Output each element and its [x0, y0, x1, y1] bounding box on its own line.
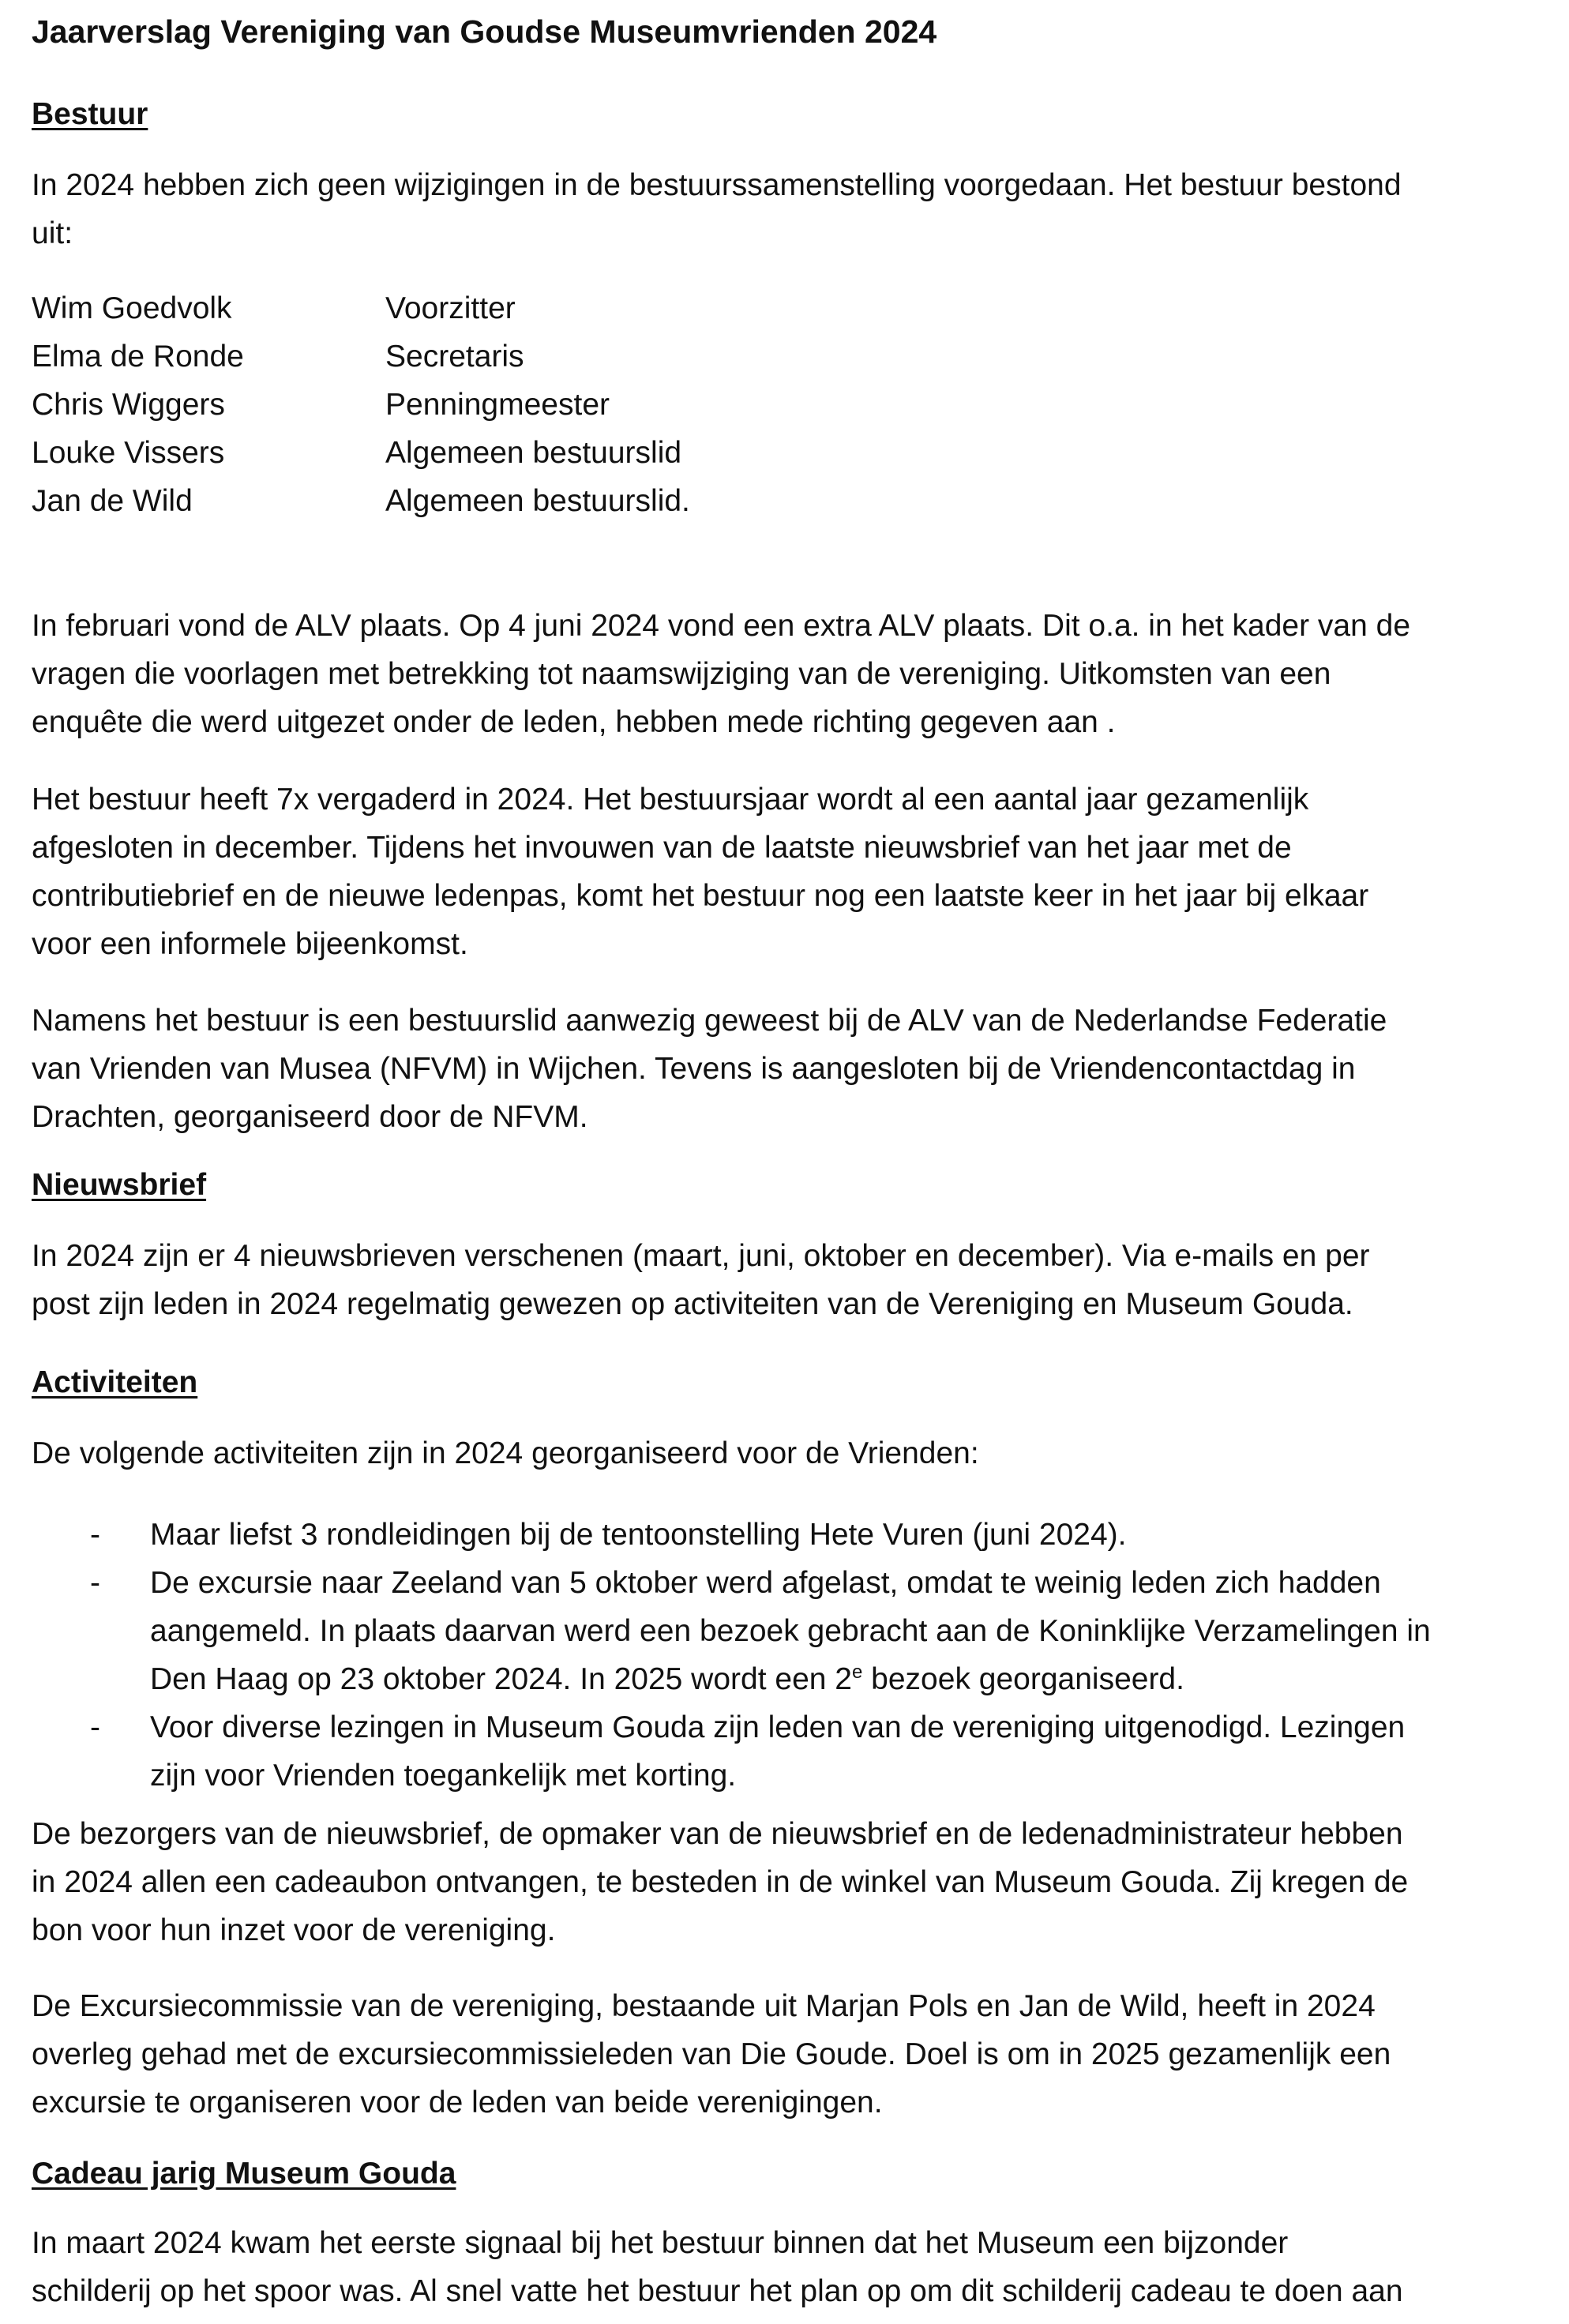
- text-line: De bezorgers van de nieuwsbrief, de opmaker van de nieuwsbrief en de ledenadministrateur hebben: [32, 1817, 1403, 1851]
- text-line: in 2024 allen een cadeaubon ontvangen, te besteden in de winkel van Museum Gouda. Zij kregen de: [32, 1865, 1409, 1899]
- text-line: In februari vond de ALV plaats. Op 4 juni 2024 vond een extra ALV plaats. Dit o.a. in het kader van de: [32, 609, 1411, 643]
- text-line: De excursie naar Zeeland van 5 oktober werd afgelast, omdat te weinig leden zich hadden: [150, 1566, 1381, 1600]
- paragraph-nfvm: [32, 997, 1532, 1141]
- list-item: [32, 1511, 1540, 1559]
- document-title: Jaarverslag Vereniging van Goudse Museumvrienden 2024: [32, 13, 937, 50]
- text-line: In maart 2024 kwam het eerste signaal bij het bestuur binnen dat het Museum een bijzonder: [32, 2226, 1289, 2260]
- member-role: Algemeen bestuurslid: [385, 436, 682, 470]
- text-line: contributiebrief en de nieuwe ledenpas, komt het bestuur nog een laatste keer in het jaar bij elkaar: [32, 879, 1369, 913]
- text-fragment: Den Haag op 23 oktober 2024. In 2025 wordt een 2: [150, 1662, 852, 1696]
- text-line: vragen die voorlagen met betrekking tot naamswijziging van de vereniging. Uitkomsten van een: [32, 657, 1331, 691]
- heading-activiteiten: Activiteiten: [32, 1365, 198, 1399]
- dash-bullet-marker: -: [90, 1566, 100, 1600]
- member-name: Jan de Wild: [32, 484, 193, 518]
- text-line: Maar liefst 3 rondleidingen bij de tentoonstelling Hete Vuren (juni 2024).: [150, 1518, 1127, 1552]
- paragraph-nieuwsbrief: [32, 1232, 1532, 1328]
- text-line: De Excursiecommissie van de vereniging, bestaande uit Marjan Pols en Jan de Wild, heeft in 2024: [32, 1989, 1376, 2023]
- text-line: van Vrienden van Musea (NFVM) in Wijchen. Tevens is aangesloten bij de Vriendencontactdag in: [32, 1052, 1356, 1086]
- text-line: zijn voor Vrienden toegankelijk met korting.: [150, 1759, 737, 1793]
- member-name: Elma de Ronde: [32, 340, 244, 374]
- text-line: In 2024 hebben zich geen wijzigingen in de bestuurssamenstelling voorgedaan. Het bestuur bestond: [32, 168, 1402, 202]
- text-line: voor een informele bijeenkomst.: [32, 927, 468, 961]
- dash-bullet-marker: -: [90, 1518, 100, 1552]
- text-line: Voor diverse lezingen in Museum Gouda zijn leden van de vereniging uitgenodigd. Lezingen: [150, 1710, 1406, 1744]
- list-item: [32, 1703, 1540, 1800]
- text-line: afgesloten in december. Tijdens het invouwen van de laatste nieuwsbrief van het jaar met de: [32, 831, 1292, 865]
- paragraph-alv: [32, 602, 1532, 746]
- text-line: bon voor hun inzet voor de vereniging.: [32, 1913, 556, 1947]
- member-name: Louke Vissers: [32, 436, 225, 470]
- list-item: [32, 1559, 1540, 1703]
- paragraph-vergaderd: [32, 775, 1532, 968]
- heading-cadeau: Cadeau jarig Museum Gouda: [32, 2157, 456, 2191]
- activiteiten-intro: [32, 1429, 1532, 1477]
- text-fragment: bezoek georganiseerd.: [862, 1662, 1184, 1696]
- heading-bestuur: Bestuur: [32, 97, 148, 131]
- member-name: Chris Wiggers: [32, 388, 225, 422]
- text-line: De volgende activiteiten zijn in 2024 georganiseerd voor de Vrienden:: [32, 1436, 979, 1470]
- text-line: post zijn leden in 2024 regelmatig gewezen op activiteiten van de Vereniging en Museum Gouda.: [32, 1287, 1353, 1321]
- text-line: [150, 1655, 1540, 1703]
- heading-nieuwsbrief: Nieuwsbrief: [32, 1168, 207, 1202]
- text-line: In 2024 zijn er 4 nieuwsbrieven verschenen (maart, juni, oktober en december). Via e-mails en per: [32, 1239, 1370, 1273]
- paragraph-cadeau: [32, 2219, 1532, 2315]
- paragraph-bezorgers: [32, 1810, 1532, 1954]
- text-line: overleg gehad met de excursiecommissieleden van Die Goude. Doel is om in 2025 gezamenlijk een: [32, 2037, 1391, 2071]
- text-line: schilderij op het spoor was. Al snel vatte het bestuur het plan op om dit schilderij cadeau te doen aan: [32, 2274, 1403, 2308]
- member-role: Penningmeester: [385, 388, 610, 422]
- text-line: Het bestuur heeft 7x vergaderd in 2024. Het bestuursjaar wordt al een aantal jaar gezamenlijk: [32, 783, 1309, 817]
- text-line: Drachten, georganiseerd door de NFVM.: [32, 1100, 588, 1134]
- text-line: aangemeld. In plaats daarvan werd een bezoek gebracht aan de Koninklijke Verzamelingen in: [150, 1614, 1431, 1648]
- superscript: e: [851, 1661, 863, 1683]
- bestuur-intro: [32, 161, 1532, 257]
- text-line: enquête die werd uitgezet onder de leden, hebben mede richting gegeven aan .: [32, 705, 1116, 739]
- dash-bullet-marker: -: [90, 1710, 100, 1744]
- activities-list: [32, 1511, 1540, 1800]
- text-line: excursie te organiseren voor de leden van beide verenigingen.: [32, 2086, 883, 2119]
- member-role: Secretaris: [385, 340, 524, 374]
- paragraph-excursiecommissie: [32, 1982, 1532, 2127]
- member-name: Wim Goedvolk: [32, 291, 232, 325]
- member-role: Algemeen bestuurslid.: [385, 484, 690, 518]
- member-role: Voorzitter: [385, 291, 516, 325]
- text-line: uit:: [32, 216, 73, 250]
- text-line: Namens het bestuur is een bestuurslid aanwezig geweest bij de ALV van de Nederlandse Federatie: [32, 1004, 1387, 1038]
